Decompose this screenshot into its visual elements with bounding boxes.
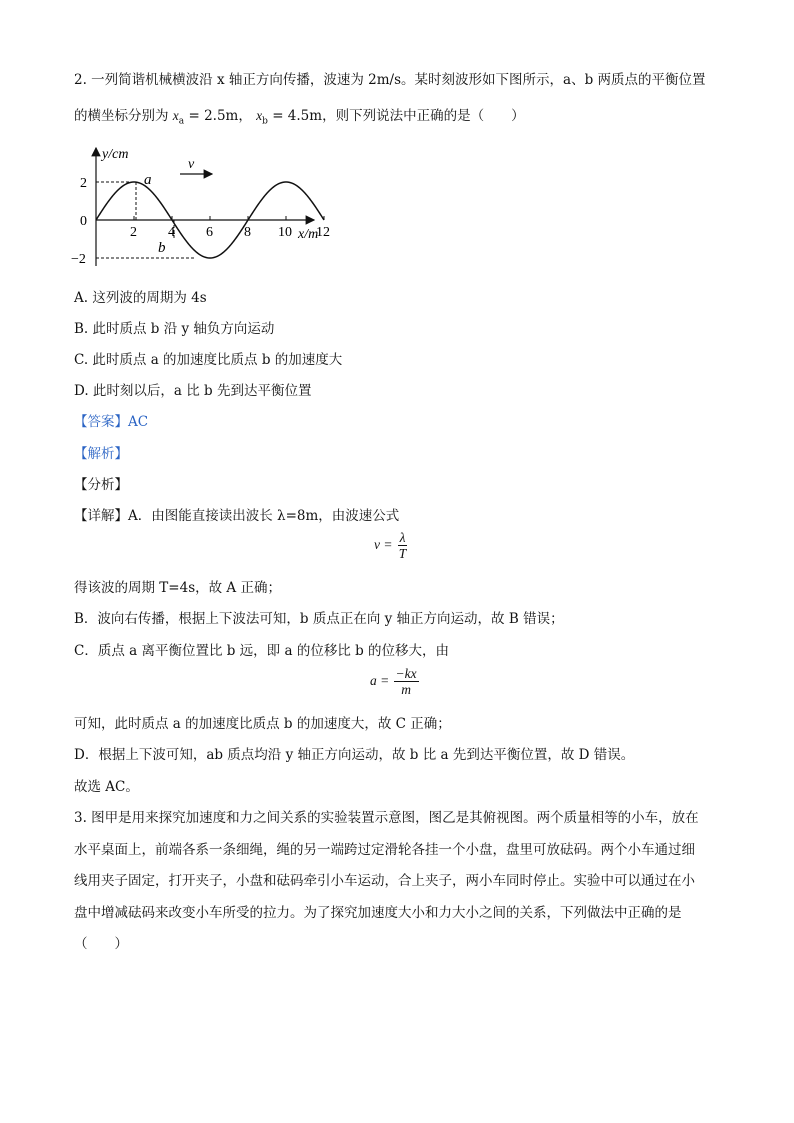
formula1-numerator: λ [399, 530, 406, 545]
y-tick-0: 0 [80, 214, 87, 229]
detail-a: 【详解】A．由图能直接读出波长 λ=8m，由波速公式 [74, 508, 400, 524]
xa-value: = 2.5m， [188, 108, 252, 124]
x-tick-label-8: 8 [244, 225, 251, 240]
xb-subscript: b [262, 116, 268, 127]
detail-a2: 得该波的周期 T=4s，故 A 正确； [74, 580, 281, 596]
formula1-fraction [397, 530, 409, 561]
option-a: A. 这列波的周期为 4s [74, 290, 207, 306]
detail-d: D．根据上下波可知，ab 质点均沿 y 轴正方向运动，故 b 比 a 先到达平衡位置，故 D 错误。 [74, 747, 635, 763]
xa-subscript: a [178, 116, 185, 127]
question-3-line3: 线用夹子固定，打开夹子，小盘和砝码牵引小车运动，合上夹子，两小车同时停止。实验中可以通过在小 [74, 873, 695, 889]
xb-symbol: x [256, 108, 263, 123]
formula1-lhs: v = [374, 537, 393, 552]
formula2-fraction [394, 666, 419, 697]
detail-c2: 可知，此时质点 a 的加速度比质点 b 的加速度大，故 C 正确； [74, 716, 451, 732]
formula2-lhs: a = [370, 673, 390, 688]
question-3-line2: 水平桌面上，前端各系一条细绳，绳的另一端跨过定滑轮各挂一个小盘，盘里可放砝码。两个小车通过细 [74, 842, 695, 858]
formula2-denominator: m [401, 682, 411, 697]
formula2-numerator: −kx [395, 666, 417, 681]
y-axis-label: y/cm [102, 147, 129, 162]
y-tick-neg2: −2 [71, 252, 86, 267]
answer: 【答案】AC [74, 414, 149, 430]
y-tick-2: 2 [80, 176, 87, 191]
detail-c: C．质点 a 离平衡位置比 b 远，即 a 的位移比 b 的位移大，由 [74, 643, 450, 659]
question-2-stem-line1: 2. 一列简谐机械横波沿 x 轴正方向传播，波速为 2m/s。某时刻波形如下图所示，a、b 两质点的平衡位置 [74, 72, 706, 88]
point-b-label: b [158, 240, 166, 256]
x-axis-label: x/m [298, 227, 319, 242]
stem-prefix: 的横坐标分别为 [74, 108, 169, 124]
question-3-line4: 盘中增减砝码来改变小车所受的拉力。为了探究加速度大小和力大小之间的关系，下列做法中正确的是 [74, 905, 682, 921]
detail-b: B．波向右传播，根据上下波法可知，b 质点正在向 y 轴正方向运动，故 B 错误； [74, 611, 564, 627]
analysis-heading: 【解析】 [74, 446, 128, 462]
option-c: C. 此时质点 a 的加速度比质点 b 的加速度大 [74, 352, 343, 368]
x-tick-label-12: 12 [316, 225, 330, 240]
velocity-label: v [188, 157, 195, 172]
x-tick-label-4: 4 [168, 225, 175, 240]
question-3-line1: 3. 图甲是用来探究加速度和力之间关系的实验装置示意图，图乙是其俯视图。两个质量相等的小车，放在 [74, 810, 699, 826]
formula-acceleration [370, 666, 419, 697]
x-tick-label-10: 10 [278, 225, 292, 240]
option-d: D. 此时刻以后，a 比 b 先到达平衡位置 [74, 383, 312, 399]
xb-value: = 4.5m，则下列说法中正确的是（ ） [272, 108, 525, 124]
formula1-denominator: T [398, 546, 407, 561]
point-a-label: a [144, 172, 152, 188]
fenxi-heading: 【分析】 [74, 477, 128, 493]
formula-wave-speed [374, 530, 408, 561]
question-3-line5: （ ） [74, 936, 128, 952]
wave-graph [70, 140, 350, 270]
option-b: B. 此时质点 b 沿 y 轴负方向运动 [74, 321, 275, 337]
question-2-stem-line2 [74, 104, 525, 127]
xa-symbol: x [172, 108, 179, 123]
x-tick-label-6: 6 [206, 225, 213, 240]
x-tick-label-2: 2 [130, 225, 137, 240]
conclusion: 故选 AC。 [74, 779, 139, 795]
